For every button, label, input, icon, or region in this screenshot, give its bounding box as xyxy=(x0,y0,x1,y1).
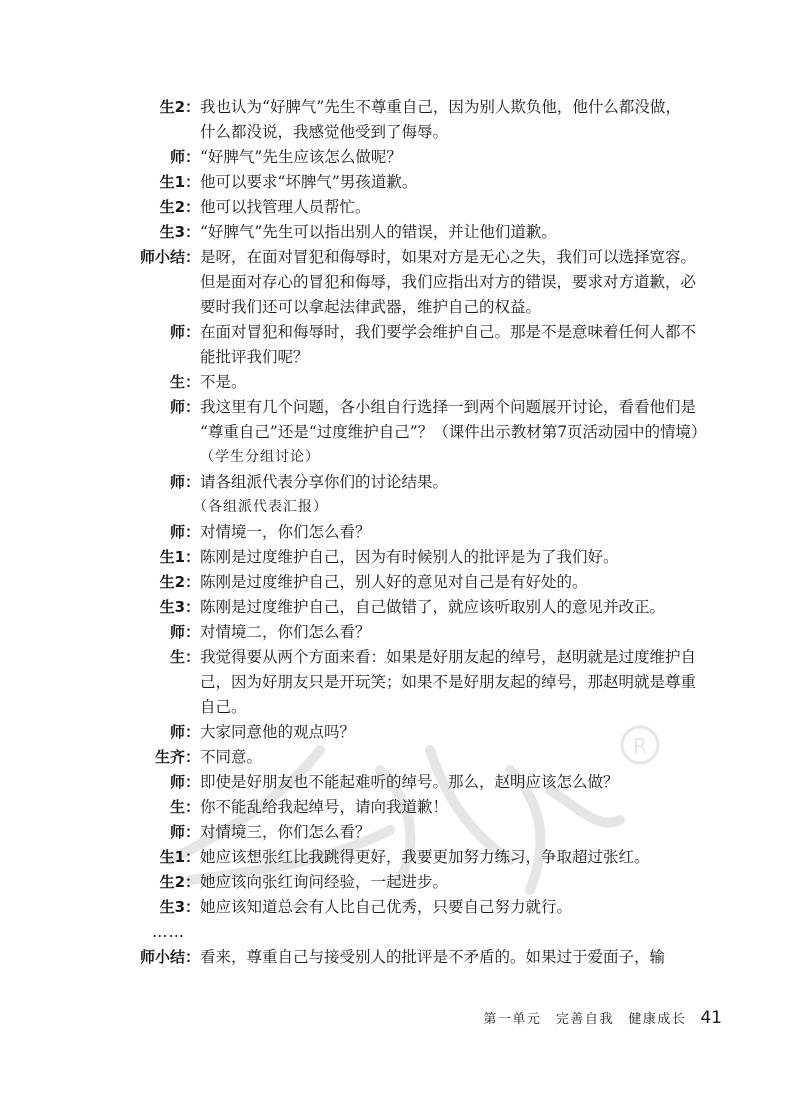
dialogue-line xyxy=(0,95,800,120)
dialogue-line xyxy=(0,170,800,195)
utterance-text: “好脾气”先生可以指出别人的错误，并让他们道歉。 xyxy=(200,223,557,241)
dialogue-line xyxy=(0,770,800,795)
dialogue-line xyxy=(0,195,800,220)
utterance-text: 对情境一，你们怎么看？ xyxy=(200,523,371,541)
speaker-label: 生3： xyxy=(159,223,200,241)
utterance-text: 自己。 xyxy=(200,698,247,716)
dialogue-line xyxy=(0,270,800,295)
dialogue-line xyxy=(0,220,800,245)
utterance-text: 她应该想张红比我跳得更好，我要更加努力练习，争取超过张红。 xyxy=(200,848,650,866)
utterance-text: 她应该知道总会有人比自己优秀，只要自己努力就行。 xyxy=(200,898,573,916)
speaker-label: 师： xyxy=(169,148,200,166)
ellipsis: …… xyxy=(152,923,185,941)
dialogue-line xyxy=(0,345,800,370)
speaker-label: 师： xyxy=(169,723,200,741)
dialogue-line xyxy=(0,470,800,495)
utterance-text: 陈刚是过度维护自己，因为有时候别人的批评是为了我们好。 xyxy=(200,548,619,566)
dialogue-line xyxy=(0,945,800,970)
dialogue-line xyxy=(0,520,800,545)
dialogue-line xyxy=(0,895,800,920)
utterance-text: 己，因为好朋友只是开玩笑；如果不是好朋友起的绰号，那赵明就是尊重 xyxy=(200,673,697,691)
speaker-label: 师： xyxy=(169,398,200,416)
utterance-text: 大家同意他的观点吗？ xyxy=(200,723,356,741)
speaker-label: 师小结： xyxy=(139,948,200,966)
speaker-label: 师： xyxy=(169,823,200,841)
dialogue-line xyxy=(0,920,800,945)
utterance-text: 请各组派代表分享你们的讨论结果。 xyxy=(200,473,449,491)
dialogue-line xyxy=(0,370,800,395)
utterance-text: 对情境二，你们怎么看？ xyxy=(200,623,371,641)
utterance-text: 他可以找管理人员帮忙。 xyxy=(200,198,371,216)
stage-direction: （学生分组讨论） xyxy=(200,449,320,465)
speaker-label: 师： xyxy=(169,323,200,341)
dialogue-line xyxy=(0,245,800,270)
utterance-text: 陈刚是过度维护自己，自己做错了，就应该听取别人的意见并改正。 xyxy=(200,598,666,616)
dialogue-line xyxy=(0,545,800,570)
stage-direction: （各组派代表汇报） xyxy=(193,499,328,515)
utterance-text: 他可以要求“坏脾气”男孩道歉。 xyxy=(200,173,418,191)
dialogue-line xyxy=(0,820,800,845)
speaker-label: 生1： xyxy=(159,848,200,866)
speaker-label: 生齐： xyxy=(154,748,200,766)
utterance-text: 能批评我们呢？ xyxy=(200,348,309,366)
dialogue-line xyxy=(0,695,800,720)
dialogue-line xyxy=(0,570,800,595)
dialogue-line xyxy=(0,745,800,770)
dialogue-line xyxy=(0,495,800,520)
speaker-label: 师： xyxy=(169,773,200,791)
utterance-text: 你不能乱给我起绰号，请向我道歉！ xyxy=(200,798,449,816)
speaker-label: 生1： xyxy=(159,173,200,191)
unit-title: 第一单元 完善自我 健康成长 xyxy=(483,1012,687,1027)
page-number: 41 xyxy=(700,1008,722,1028)
svg-text:R: R xyxy=(633,734,647,758)
utterance-text: 我觉得要从两个方面来看：如果是好朋友起的绰号，赵明就是过度维护自 xyxy=(200,648,697,666)
dialogue-line xyxy=(0,395,800,420)
dialogue-line xyxy=(0,620,800,645)
dialogue-transcript xyxy=(0,95,800,970)
utterance-text: 不同意。 xyxy=(200,748,263,766)
utterance-text: 我也认为“好脾气”先生不尊重自己，因为别人欺负他，他什么都没做， xyxy=(200,98,681,116)
speaker-label: 生3： xyxy=(159,898,200,916)
dialogue-line xyxy=(0,320,800,345)
utterance-text: 即使是好朋友也不能起难听的绰号。那么，赵明应该怎么做？ xyxy=(200,773,619,791)
dialogue-line xyxy=(0,595,800,620)
speaker-label: 生2： xyxy=(159,98,200,116)
speaker-label: 生3： xyxy=(159,598,200,616)
utterance-text: 她应该向张红询问经验，一起进步。 xyxy=(200,873,449,891)
dialogue-line xyxy=(0,645,800,670)
utterance-text: 在面对冒犯和侮辱时，我们要学会维护自己。那是不是意味着任何人都不 xyxy=(200,323,697,341)
utterance-text: “好脾气”先生应该怎么做呢？ xyxy=(200,148,402,166)
utterance-text: 对情境三，你们怎么看？ xyxy=(200,823,371,841)
utterance-text: 是呀，在面对冒犯和侮辱时，如果对方是无心之失，我们可以选择宽容。 xyxy=(200,248,697,266)
speaker-label: 生2： xyxy=(159,873,200,891)
dialogue-line xyxy=(0,445,800,470)
utterance-text: 我这里有几个问题，各小组自行选择一到两个问题展开讨论，看看他们是 xyxy=(200,398,697,416)
utterance-text: 但是面对存心的冒犯和侮辱，我们应指出对方的错误，要求对方道歉，必 xyxy=(200,273,697,291)
dialogue-line xyxy=(0,670,800,695)
dialogue-line xyxy=(0,120,800,145)
utterance-text: 看来，尊重自己与接受别人的批评是不矛盾的。如果过于爱面子，输 xyxy=(200,948,666,966)
speaker-label: 生： xyxy=(169,798,200,816)
dialogue-line xyxy=(0,795,800,820)
dialogue-line xyxy=(0,870,800,895)
dialogue-line xyxy=(0,420,800,445)
speaker-label: 师： xyxy=(169,623,200,641)
speaker-label: 师： xyxy=(169,473,200,491)
speaker-label: 生： xyxy=(169,373,200,391)
utterance-text: 不是。 xyxy=(200,373,247,391)
dialogue-line xyxy=(0,295,800,320)
speaker-label: 生1： xyxy=(159,548,200,566)
dialogue-line xyxy=(0,145,800,170)
speaker-label: 生2： xyxy=(159,198,200,216)
utterance-text: 要时我们还可以拿起法律武器，维护自己的权益。 xyxy=(200,298,542,316)
speaker-label: 生： xyxy=(169,648,200,666)
dialogue-line xyxy=(0,720,800,745)
dialogue-line xyxy=(0,845,800,870)
utterance-text: 陈刚是过度维护自己，别人好的意见对自己是有好处的。 xyxy=(200,573,588,591)
utterance-text: “尊重自己”还是“过度维护自己”？（课件出示教材第7页活动园中的情境） xyxy=(200,423,707,441)
page-footer xyxy=(483,1008,722,1032)
speaker-label: 师小结： xyxy=(139,248,200,266)
speaker-label: 生2： xyxy=(159,573,200,591)
utterance-text: 什么都没说，我感觉他受到了侮辱。 xyxy=(200,123,449,141)
speaker-label: 师： xyxy=(169,523,200,541)
